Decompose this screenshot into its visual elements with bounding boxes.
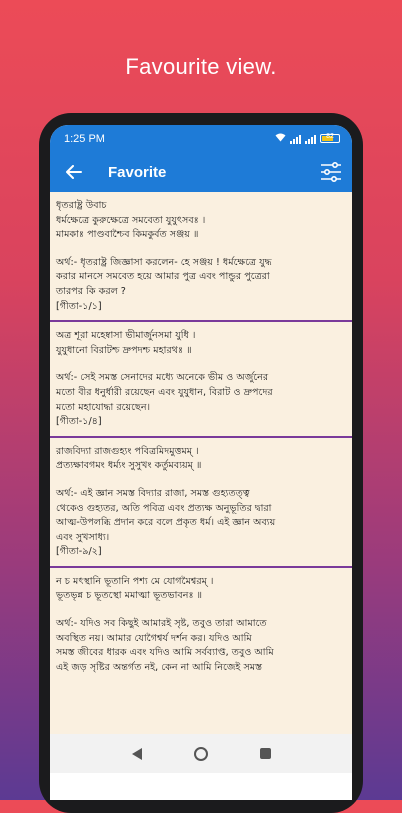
filter-sliders-icon[interactable] bbox=[318, 159, 344, 185]
verse-reference: [গীতা-১/৪] bbox=[56, 416, 102, 428]
meaning-line: অর্থ:- এই জ্ঞান সমস্ত বিদ্যার রাজা, সমস্ত গুহ্যতত্ত্ব bbox=[56, 487, 250, 499]
verse-card[interactable] bbox=[50, 438, 352, 568]
meaning-line: তারপর কি করল ? bbox=[56, 285, 126, 297]
app-bar bbox=[50, 152, 352, 192]
meaning-line: অবস্থিত নয়। আমার যোগৈশ্বর্য দর্শন কর। যদিও আমি bbox=[56, 632, 252, 644]
verse-line: অত্র শূরা মহেষ্বাসা ভীমার্জুনসমা যুধি । bbox=[56, 330, 196, 342]
verse-line: ধর্মক্ষেত্রে কুরুক্ষেত্রে সমবেতা যুযুৎসবঃ । bbox=[56, 214, 206, 226]
battery-icon bbox=[320, 134, 340, 143]
battery-level: 82 bbox=[326, 133, 334, 140]
meaning-line: অর্থ:- ধৃতরাষ্ট্র জিজ্ঞাসা করলেন- হে সঞ্জয় ! ধর্মক্ষেত্রে যুদ্ধ bbox=[56, 256, 272, 268]
verse-card[interactable] bbox=[50, 192, 352, 322]
meaning-line: মতো মহাযোদ্ধা রয়েছেন। bbox=[56, 401, 151, 413]
meaning-line: এবং সুখসাধ্য। bbox=[56, 531, 110, 543]
nav-home-icon[interactable] bbox=[194, 747, 208, 761]
nav-back-icon[interactable] bbox=[132, 748, 142, 760]
nav-recents-icon[interactable] bbox=[260, 748, 271, 759]
verse-line: ন চ মৎস্থানি ভূতানি পশ্য মে যোগমৈশ্বরম্ । bbox=[56, 575, 214, 587]
system-nav-bar bbox=[50, 734, 352, 773]
verse-reference: [গীতা-৯/২] bbox=[56, 546, 102, 558]
meaning-line: অর্থ:- যদিও সব কিছুই আমারই সৃষ্ট, তবুও তারা আমাতে bbox=[56, 618, 267, 630]
verse-line: যুযুধানো বিরাটশ্চ দ্রুপদশ্চ মহারথঃ ॥ bbox=[56, 344, 192, 356]
status-time: 1:25 PM bbox=[64, 132, 105, 145]
arrow-back-icon[interactable] bbox=[62, 160, 86, 184]
signal-icon-2 bbox=[305, 134, 316, 144]
verse-line: রাজবিদ্যা রাজগুহ্যং পবিত্রমিদমুত্তমম্ । bbox=[56, 445, 199, 457]
verse-card[interactable] bbox=[50, 322, 352, 438]
status-icons bbox=[275, 133, 340, 145]
meaning-line: এই জড় সৃষ্টির অন্তর্গত নই, কেন না আমি নিজেই সমস্ত bbox=[56, 661, 263, 673]
promo-title: Favourite view. bbox=[125, 54, 277, 79]
meaning-line: সমস্ত জীবের ধারক এবং যদিও আমি সর্বব্যাপ্ত, তবুও আমি bbox=[56, 647, 274, 659]
favorite-list[interactable] bbox=[50, 192, 352, 734]
verse-line: ভূতভৃন্ন চ ভূতস্থো মমাত্মা ভূতভাবনঃ ॥ bbox=[56, 590, 203, 602]
app-screen bbox=[50, 125, 352, 800]
meaning-line: থেকেও গুহ্যতর, অতি পবিত্র এবং প্রত্যক্ষ অনুভূতির দ্বারা bbox=[56, 502, 272, 514]
meaning-line: অর্থ:- সেই সমস্ত সেনাদের মধ্যে অনেকে ভীম ও অর্জুনের bbox=[56, 372, 269, 384]
verse-line: ধৃতরাষ্ট্র উবাচ bbox=[56, 200, 107, 211]
verse-line: প্রত্যক্ষাবগমং ধর্ম্যং সুসুখং কর্তুমব্যয়ম্ ॥ bbox=[56, 460, 202, 472]
page-title: Favorite bbox=[108, 163, 167, 181]
verse-reference: [গীতা-১/১] bbox=[56, 300, 102, 312]
verse-line: মামকাঃ পাণ্ডবাশ্চৈব কিমকুর্বত সঞ্জয় ॥ bbox=[56, 229, 199, 241]
status-bar bbox=[50, 125, 352, 152]
wifi-icon bbox=[275, 133, 286, 145]
meaning-line: করার মানসে সমবেত হয়ে আমার পুত্র এবং পান্ডুর পুত্রেরা bbox=[56, 271, 270, 283]
verse-card[interactable] bbox=[50, 568, 352, 682]
meaning-line: আত্ম-উপলব্ধি প্রদান করে বলে প্রকৃত ধর্ম। এই জ্ঞান অব্যয় bbox=[56, 517, 276, 529]
signal-icon bbox=[290, 134, 301, 144]
meaning-line: মতো বীর ধনুর্ধারী রয়েছেন এবং যুযুধান, বিরাট ও দ্রুপদের bbox=[56, 386, 273, 398]
